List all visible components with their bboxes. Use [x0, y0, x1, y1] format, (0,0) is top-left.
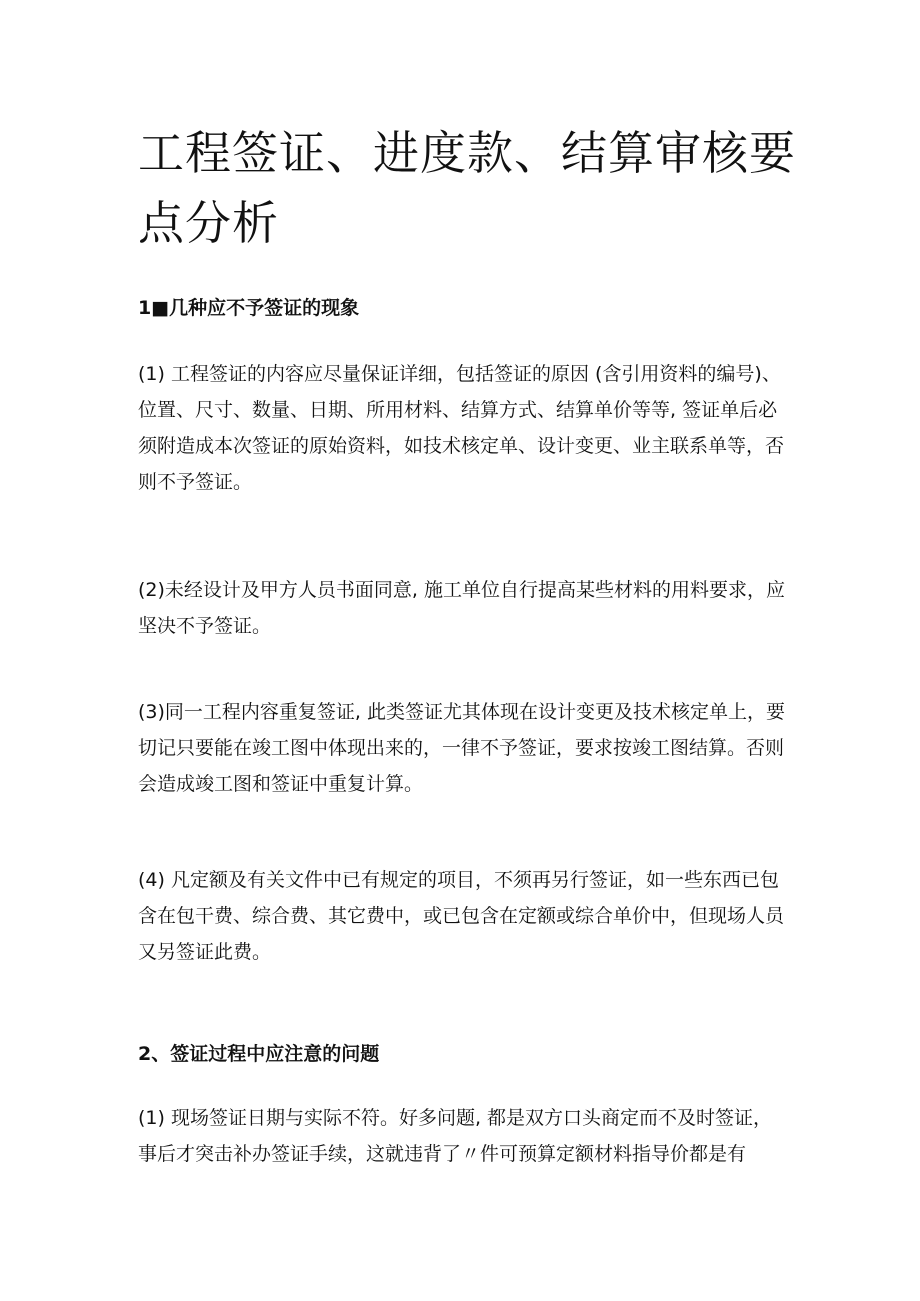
paragraph-4: (4) 凡定额及有关文件中已有规定的项目，不须再另行签证，如一些东西已包含在包干费、综合费、其它费中，或已包含在定额或综合单价中，但现场人员又另签证此费。 — [138, 869, 785, 963]
page-title: 工程签证、进度款、结算审核要点分析 — [138, 126, 796, 250]
paragraph-3: (3)同一工程内容重复签证, 此类签证尤其体现在设计变更及技术核定单上，要切记只要能在竣工图中体现出来的，一律不予签证，要求按竣工图结算。否则会造成竣工图和签证中重复计算。 — [138, 701, 785, 795]
paragraph-1: (1) 工程签证的内容应尽量保证详细，包括签证的原因 (含引用资料的编号)、位置、尺寸、数量、日期、所用材料、结算方式、结算单价等等, 签证单后必须附造成本次签证的原始资料，如技术核定单、设计变更、业主联系单等，否则不予签证。 — [138, 363, 785, 493]
paragraph-2: (2)未经设计及甲方人员书面同意, 施工单位自行提高某些材料的用料要求，应坚决不予签证。 — [138, 579, 785, 637]
section-heading-1: 1■几种应不予签证的现象 — [138, 297, 360, 319]
paragraph-5: (1) 现场签证日期与实际不符。好多问题, 都是双方口头商定而不及时签证，事后才突击补办签证手续，这就违背了〃件可预算定额材料指导价都是有 — [138, 1107, 773, 1165]
section-heading-2: 2、签证过程中应注意的问题 — [138, 1043, 380, 1065]
